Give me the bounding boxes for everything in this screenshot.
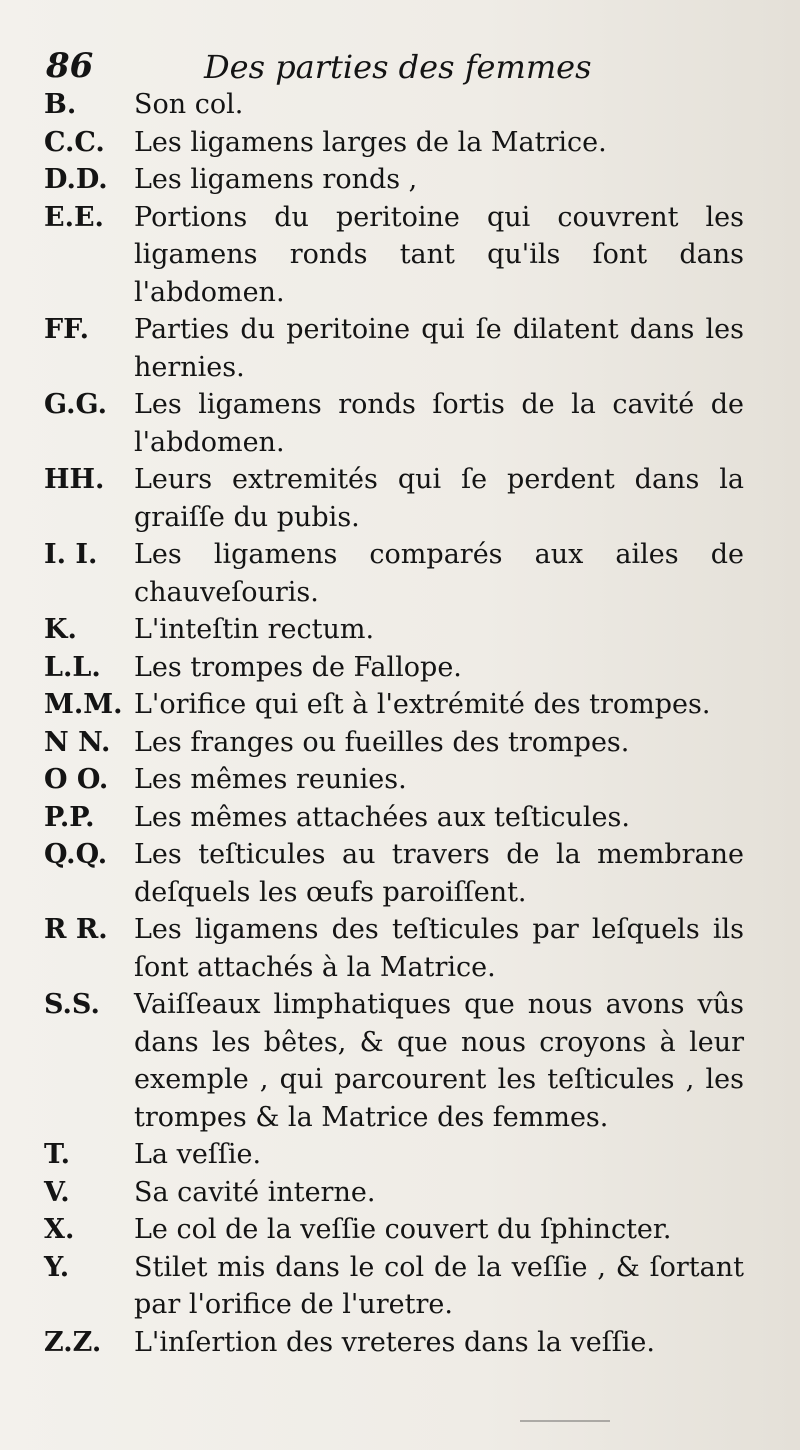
legend-text: Les ligamens des teſticules par leſquels ils ſont attachés à la Matrice. <box>134 914 744 983</box>
legend-entry <box>44 1324 744 1362</box>
legend-entry <box>44 986 744 1136</box>
legend-text: Vaiſſeaux limphatiques que nous avons vûs dans les bêtes, & que nous croyons à leur exemple , qui parcourent les teſticules , les trompes & la Matrice des femmes. <box>134 989 744 1133</box>
legend-text: Les trompes de Fallope. <box>134 651 462 683</box>
legend-text: Sa cavité interne. <box>134 1176 376 1208</box>
page-number: 86 <box>46 46 94 86</box>
legend-text: Leurs extremités qui ſe perdent dans la graiſſe du pubis. <box>134 464 744 533</box>
legend-text: Les franges ou fueilles des trompes. <box>134 726 630 758</box>
legend-key: V. <box>44 1176 70 1208</box>
legend-key: R R. <box>44 914 108 945</box>
legend-entry <box>44 311 744 386</box>
legend-key: L.L. <box>44 651 101 683</box>
legend-key: P.P. <box>44 801 95 833</box>
legend-entry <box>44 649 744 687</box>
legend-entry <box>44 724 744 762</box>
legend-entry <box>44 799 744 837</box>
page-header <box>46 40 732 90</box>
legend-key: B. <box>44 89 77 120</box>
legend-entry <box>44 86 744 124</box>
legend-key: N N. <box>44 726 111 758</box>
legend-key: T. <box>44 1139 71 1170</box>
legend-key: I. I. <box>44 539 98 570</box>
legend-key: HH. <box>44 464 105 495</box>
legend-entry <box>44 536 744 611</box>
legend-text: Les ligamens comparés aux ailes de chauveſouris. <box>134 539 744 608</box>
legend-entry <box>44 836 744 911</box>
legend-text: Parties du peritoine qui ſe dilatent dans les hernies. <box>134 314 744 383</box>
legend-entry <box>44 1211 744 1249</box>
legend-entry <box>44 461 744 536</box>
legend-text: Stilet mis dans le col de la veſſie , & ſortant par l'orifice de l'uretre. <box>134 1251 744 1320</box>
legend-text: Les mêmes attachées aux teſticules. <box>134 801 630 833</box>
legend-entry <box>44 686 744 724</box>
legend-key: C.C. <box>44 126 105 158</box>
legend-entry <box>44 761 744 799</box>
legend-entry <box>44 1249 744 1324</box>
legend-text: Les mêmes reunies. <box>134 764 407 795</box>
legend-key: O O. <box>44 764 109 795</box>
legend-list <box>44 86 744 1361</box>
legend-text: L'inteſtin rectum. <box>134 614 375 645</box>
legend-entry <box>44 1174 744 1212</box>
legend-key: S.S. <box>44 989 100 1020</box>
bottom-rule <box>520 1420 610 1422</box>
legend-text: Son col. <box>134 89 244 120</box>
legend-key: FF. <box>44 314 90 345</box>
legend-text: Les ligamens ronds ſortis de la cavité de l'abdomen. <box>134 389 744 458</box>
legend-key: K. <box>44 614 77 645</box>
legend-entry <box>44 911 744 986</box>
legend-text: Les ligamens ronds , <box>134 164 418 195</box>
legend-key: M.M. <box>44 689 123 720</box>
legend-entry <box>44 124 744 162</box>
legend-key: E.E. <box>44 201 104 233</box>
legend-key: G.G. <box>44 389 107 420</box>
running-title: Des parties des femmes <box>204 48 592 86</box>
legend-text: L'inſertion des vreteres dans la veſſie. <box>134 1326 655 1358</box>
legend-text: Les ligamens larges de la Matrice. <box>134 126 607 158</box>
legend-text: Les teſticules au travers de la membrane deſquels les œufs paroiſſent. <box>134 839 744 908</box>
legend-text: L'orifice qui eſt à l'extrémité des trompes. <box>134 689 711 720</box>
legend-text: La veſſie. <box>134 1139 262 1170</box>
legend-entry <box>44 161 744 199</box>
legend-entry <box>44 1136 744 1174</box>
legend-key: Z.Z. <box>44 1326 102 1358</box>
legend-key: Q.Q. <box>44 839 108 870</box>
legend-entry <box>44 199 744 312</box>
legend-text: Portions du peritoine qui couvrent les ligamens ronds tant qu'ils ſont dans l'abdomen. <box>134 201 744 308</box>
legend-key: Y. <box>44 1251 70 1283</box>
legend-entry <box>44 611 744 649</box>
legend-entry <box>44 386 744 461</box>
legend-key: D.D. <box>44 164 108 195</box>
legend-key: X. <box>44 1214 75 1245</box>
legend-text: Le col de la veſſie couvert du ſphincter. <box>134 1214 672 1245</box>
